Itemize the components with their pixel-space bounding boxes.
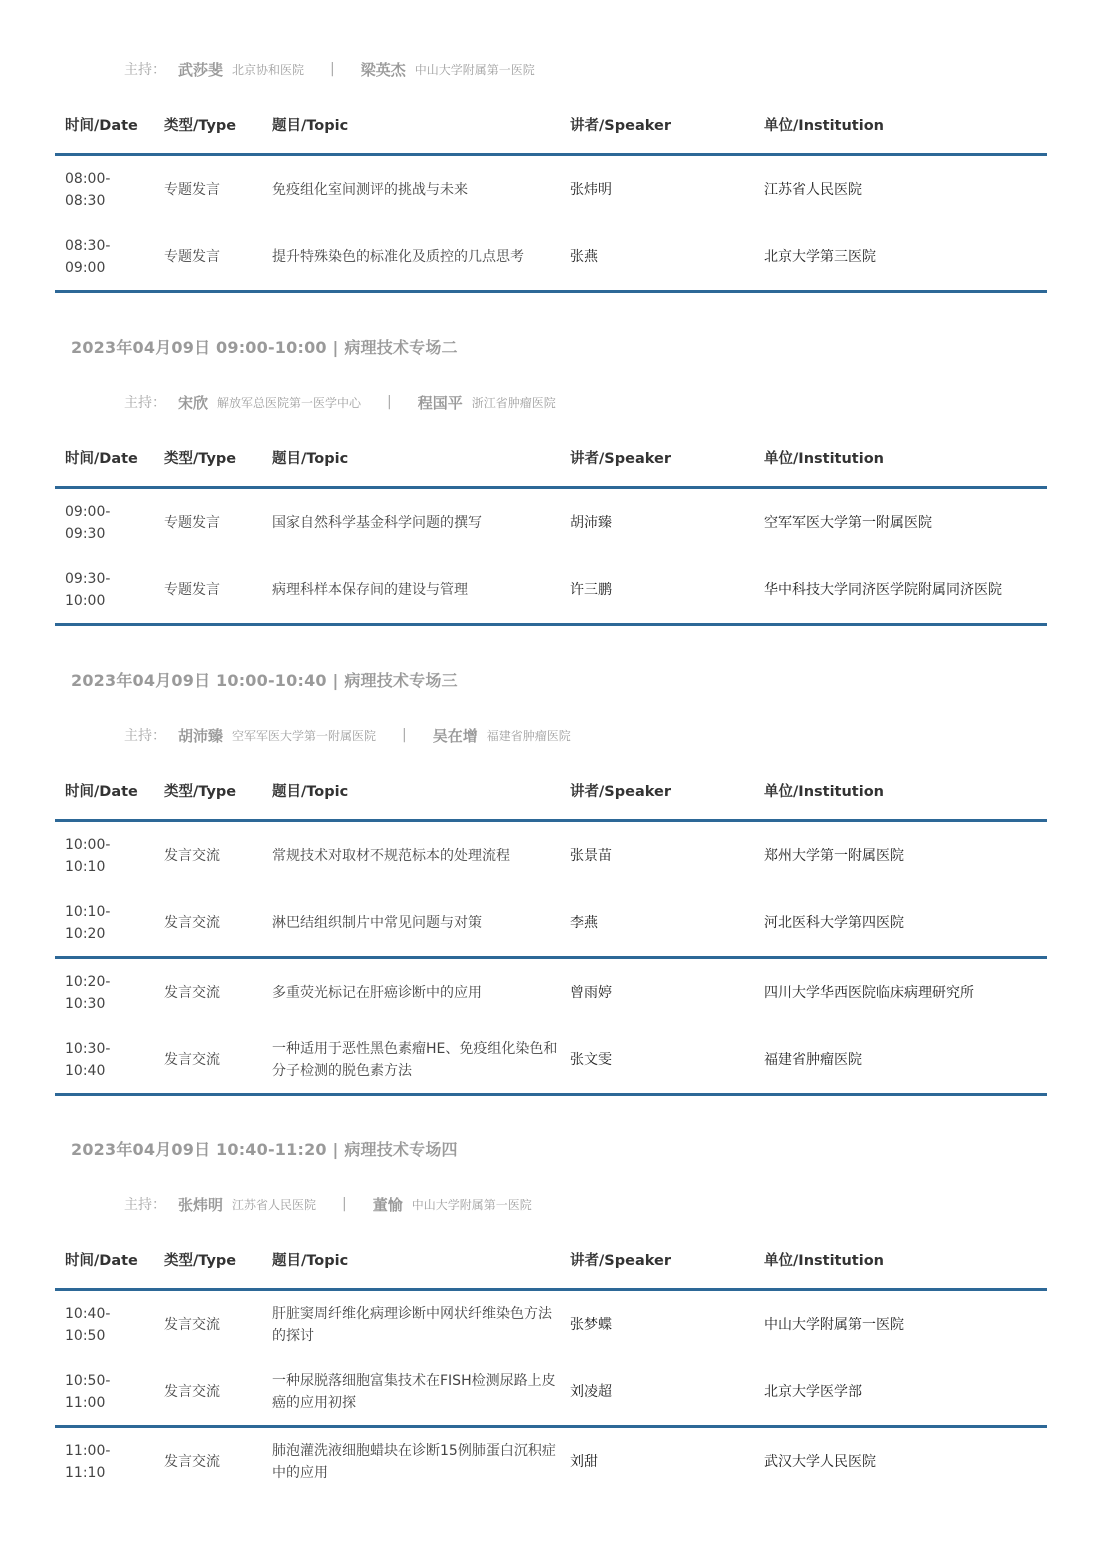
session-hosts [124,1194,532,1214]
time-end: 10:20 [65,925,106,942]
table-row [55,958,1047,1027]
table-row [55,1358,1047,1427]
speaker-cell: 刘凌超 [560,1358,754,1427]
schedule-table [55,96,1047,293]
schedule-table [55,762,1047,1096]
time-end: 08:30 [65,192,106,209]
topic-cell: 多重荧光标记在肝癌诊断中的应用 [272,984,482,1001]
time-end: 11:10 [65,1464,106,1481]
host-name: 吴在增 [432,726,478,745]
speaker-cell: 张燕 [560,223,754,292]
host-separator: | [330,61,335,77]
speaker-cell: 李燕 [560,889,754,958]
table-header-row [55,1231,1047,1290]
institution-cell: 北京大学第三医院 [754,223,1047,292]
time-end: 11:00 [65,1394,106,1411]
table-row [55,155,1047,224]
topic-cell: 常规技术对取材不规范标本的处理流程 [272,847,510,864]
time-end: 10:40 [65,1062,106,1079]
header-institution: 单位/Institution [754,429,1047,488]
schedule-table [55,1231,1047,1495]
session-hosts [124,725,571,745]
speaker-cell: 许三鹏 [560,556,754,625]
header-institution: 单位/Institution [754,1231,1047,1290]
type-cell: 发言交流 [164,847,220,864]
time-cell [55,556,154,625]
header-topic: 题目/Topic [262,762,560,821]
speaker-cell: 张梦蝶 [570,1316,612,1333]
time-start: 08:00- [65,170,111,187]
table-row [55,223,1047,292]
time-start: 10:10- [65,903,111,920]
header-topic: 题目/Topic [262,96,560,155]
institution-cell: 空军军医大学第一附属医院 [764,514,932,531]
institution-cell: 郑州大学第一附属医院 [764,847,904,864]
host-name: 程国平 [417,393,463,412]
host-name: 胡沛臻 [178,726,224,745]
type-cell: 专题发言 [154,556,262,625]
time-cell [55,1026,154,1095]
schedule-table [55,429,1047,626]
table-row [55,1427,1047,1496]
host-name: 宋欣 [178,393,209,412]
header-topic: 题目/Topic [262,429,560,488]
type-cell: 发言交流 [154,1026,262,1095]
time-start: 10:40- [65,1305,111,1322]
host-label: 主持： [124,395,166,411]
host-institution: 中山大学附属第一医院 [414,62,535,77]
host-name: 武莎斐 [178,60,224,79]
host-label: 主持： [124,1197,166,1213]
time-start: 08:30- [65,237,111,254]
type-cell: 发言交流 [154,889,262,958]
type-cell: 发言交流 [164,1453,220,1470]
time-cell [55,488,154,557]
host-label: 主持： [124,728,166,744]
time-start: 10:50- [65,1372,111,1389]
host-institution: 福建省肿瘤医院 [486,728,571,743]
time-end: 10:30 [65,995,106,1012]
host-name: 梁英杰 [360,60,406,79]
type-cell: 发言交流 [164,984,220,1001]
table-row [55,1026,1047,1095]
host-institution: 北京协和医院 [232,62,305,77]
topic-cell: 病理科样本保存间的建设与管理 [262,556,560,625]
speaker-cell: 曾雨婷 [570,984,612,1001]
host-separator: | [402,727,407,743]
host-name: 张炜明 [178,1195,224,1214]
session-title: 2023年04月09日 10:40-11:20 | 病理技术专场四 [71,1140,458,1159]
header-time: 时间/Date [55,1231,154,1290]
type-cell: 专题发言 [154,223,262,292]
time-end: 10:10 [65,858,106,875]
session-hosts [124,392,556,412]
institution-cell: 福建省肿瘤医院 [754,1026,1047,1095]
header-time: 时间/Date [55,96,154,155]
host-institution: 中山大学附属第一医院 [411,1197,532,1212]
time-cell [55,155,154,224]
host-institution: 空军军医大学第一附属医院 [232,728,377,743]
type-cell: 专题发言 [164,514,220,531]
header-speaker: 讲者/Speaker [560,1231,754,1290]
institution-cell: 北京大学医学部 [754,1358,1047,1427]
institution-cell: 华中科技大学同济医学院附属同济医院 [754,556,1047,625]
speaker-cell: 张景苗 [570,847,612,864]
table-row [55,821,1047,890]
table-header-row [55,96,1047,155]
time-start: 09:30- [65,570,111,587]
time-end: 10:50 [65,1327,106,1344]
speaker-cell: 张文雯 [560,1026,754,1095]
time-end: 09:30 [65,525,106,542]
host-label: 主持： [124,62,166,78]
host-name: 董愉 [372,1195,403,1214]
time-cell [55,1358,154,1427]
header-institution: 单位/Institution [754,762,1047,821]
time-start: 10:20- [65,973,111,990]
time-end: 09:00 [65,259,106,276]
time-start: 10:00- [65,836,111,853]
topic-cell: 一种尿脱落细胞富集技术在FISH检测尿路上皮癌的应用初探 [262,1358,560,1427]
header-speaker: 讲者/Speaker [560,762,754,821]
host-separator: | [387,394,392,410]
time-cell [55,223,154,292]
header-time: 时间/Date [55,762,154,821]
time-start: 11:00- [65,1442,111,1459]
header-speaker: 讲者/Speaker [560,96,754,155]
table-row [55,488,1047,557]
type-cell: 发言交流 [154,1358,262,1427]
institution-cell: 武汉大学人民医院 [764,1453,876,1470]
topic-cell: 国家自然科学基金科学问题的撰写 [272,514,482,531]
topic-cell: 一种适用于恶性黑色素瘤HE、免疫组化染色和分子检测的脱色素方法 [262,1026,560,1095]
institution-cell: 中山大学附属第一医院 [764,1316,904,1333]
host-institution: 江苏省人民医院 [232,1197,317,1212]
table-header-row [55,429,1047,488]
session-hosts [124,59,535,79]
topic-cell: 肝脏窦周纤维化病理诊断中网状纤维染色方法的探讨 [272,1305,552,1344]
host-institution: 解放军总医院第一医学中心 [217,395,362,410]
topic-cell: 提升特殊染色的标准化及质控的几点思考 [262,223,560,292]
host-institution: 浙江省肿瘤医院 [471,395,556,410]
topic-cell: 肺泡灌洗液细胞蜡块在诊断15例肺蛋白沉积症中的应用 [272,1442,556,1481]
header-type: 类型/Type [154,762,262,821]
header-institution: 单位/Institution [754,96,1047,155]
time-start: 10:30- [65,1040,111,1057]
session-title: 2023年04月09日 10:00-10:40 | 病理技术专场三 [71,671,458,690]
time-end: 10:00 [65,592,106,609]
type-cell: 发言交流 [164,1316,220,1333]
time-cell [55,889,154,958]
table-row [55,1290,1047,1359]
header-type: 类型/Type [154,96,262,155]
time-cell [55,958,154,1027]
time-cell [55,1427,154,1496]
table-header-row [55,762,1047,821]
topic-cell: 淋巴结组织制片中常见问题与对策 [262,889,560,958]
table-row [55,556,1047,625]
speaker-cell: 胡沛臻 [570,514,612,531]
header-topic: 题目/Topic [262,1231,560,1290]
time-cell [55,821,154,890]
time-cell [55,1290,154,1359]
institution-cell: 江苏省人民医院 [764,181,862,198]
speaker-cell: 刘甜 [570,1453,598,1470]
institution-cell: 河北医科大学第四医院 [754,889,1047,958]
header-time: 时间/Date [55,429,154,488]
host-separator: | [342,1196,347,1212]
institution-cell: 四川大学华西医院临床病理研究所 [764,984,974,1001]
session-title: 2023年04月09日 09:00-10:00 | 病理技术专场二 [71,338,458,357]
header-speaker: 讲者/Speaker [560,429,754,488]
speaker-cell: 张炜明 [570,181,612,198]
topic-cell: 免疫组化室间测评的挑战与未来 [272,181,468,198]
header-type: 类型/Type [154,429,262,488]
header-type: 类型/Type [154,1231,262,1290]
time-start: 09:00- [65,503,111,520]
type-cell: 专题发言 [164,181,220,198]
table-row [55,889,1047,958]
